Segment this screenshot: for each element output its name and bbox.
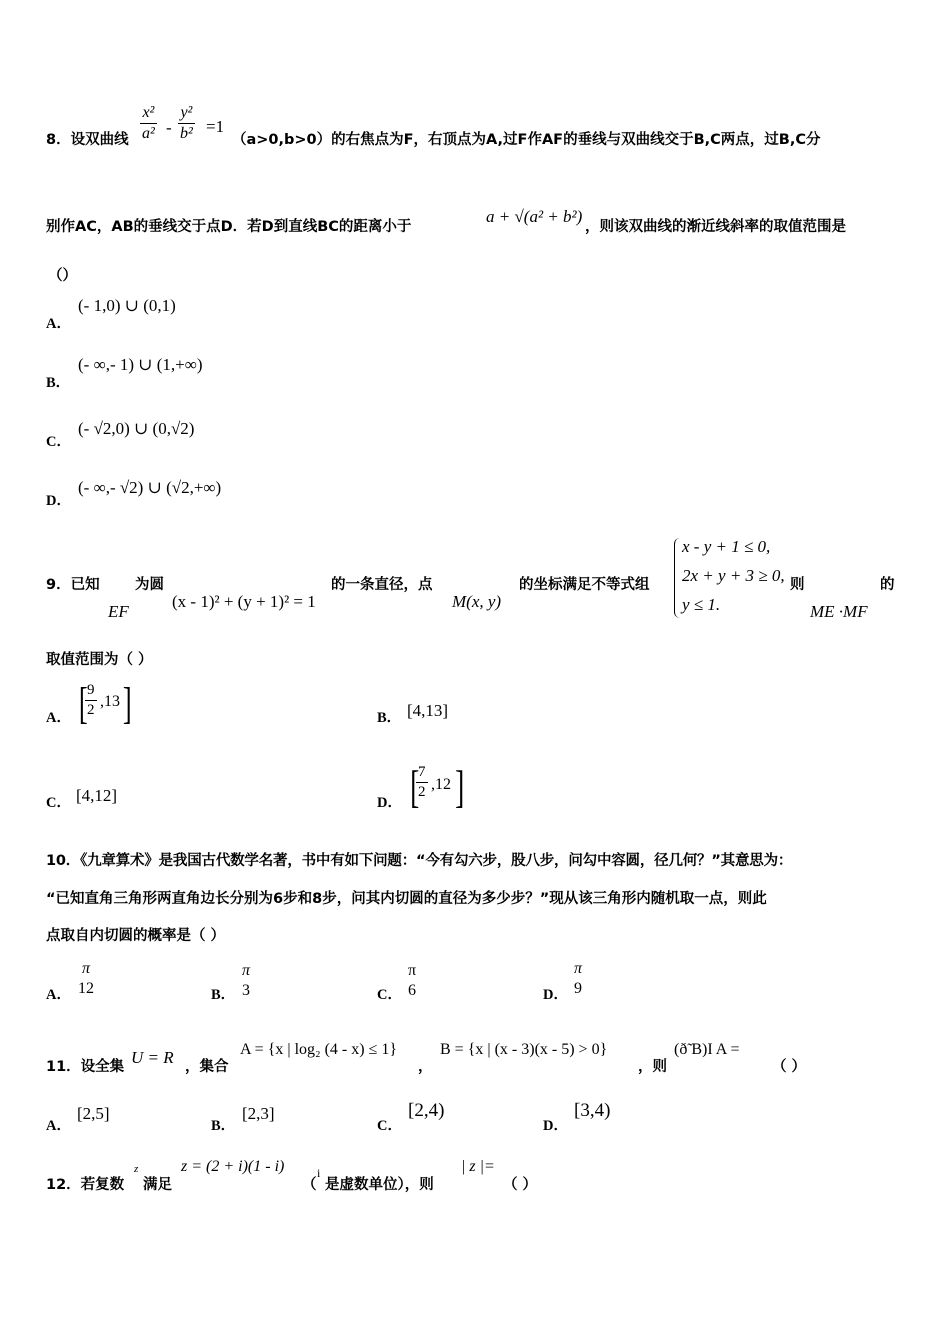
- q11-universal-set: U = R: [131, 1048, 174, 1067]
- q8-number: 8．设双曲线: [46, 132, 129, 148]
- q8-option-a-label[interactable]: A．: [46, 316, 71, 332]
- q10-option-c-label[interactable]: C．: [377, 987, 402, 1003]
- q9-circle: (x - 1)² + (y + 1)² = 1: [172, 592, 316, 611]
- q10-option-d-label[interactable]: D．: [543, 987, 568, 1003]
- q11-option-a-value: [2,5]: [77, 1104, 110, 1123]
- q8-line2a: 别作AC，AB的垂线交于点D．若D到直线BC的距离小于: [46, 219, 412, 235]
- q8-frac-x: $\frac{\text{x²}}{\text{a²}}$: [142, 104, 155, 142]
- q9-sys-line2: 2x + y + 3 ≥ 0,: [682, 566, 785, 585]
- q8-minus: -: [166, 118, 172, 137]
- q11-option-b-value: [2,3]: [242, 1104, 275, 1123]
- q11-text2: ，集合: [185, 1059, 229, 1075]
- q8-distance: a + √(a² + b²): [486, 207, 583, 226]
- q9-option-b-value: [4,13]: [407, 701, 449, 720]
- q10-line3: 点取自内切圆的概率是（ ）: [46, 928, 226, 944]
- q8-option-d-value: (- ∞,- √2) ∪ (√2,+∞): [78, 478, 222, 497]
- q9-option-c-value: [4,12]: [76, 786, 118, 805]
- q9-point: M(x, y): [452, 592, 502, 611]
- q9-text5: 的: [880, 577, 895, 593]
- q8-option-c-label[interactable]: C．: [46, 434, 71, 450]
- q11-text3: ，则: [638, 1059, 667, 1075]
- q10-line1: 10．《九章算术》是我国古代数学名著，书中有如下问题：“今有勾六步，股八步，问勾中容圆，径几何？”其意思为：: [46, 853, 793, 869]
- q10-option-d-value: π 9: [574, 960, 583, 997]
- q10-option-a-label[interactable]: A．: [46, 987, 71, 1003]
- q8-option-b-label[interactable]: B．: [46, 375, 71, 391]
- q9-sys-line1: x - y + 1 ≤ 0,: [682, 537, 771, 556]
- q9-text1: 为圆: [135, 577, 164, 593]
- q12-abs: | z |=: [461, 1158, 495, 1175]
- q9-option-a-label[interactable]: A．: [46, 710, 71, 726]
- q9-number: 9．已知: [46, 577, 100, 593]
- q12-equation: z = (2 + i)(1 - i): [181, 1158, 285, 1175]
- q10-option-a-value: π 12: [78, 960, 94, 997]
- q12-text1: 12．若复数: [46, 1177, 125, 1193]
- q8-option-c-value: (- √2,0) ∪ (0,√2): [78, 419, 195, 438]
- q9-option-d-label[interactable]: D．: [377, 795, 402, 811]
- q9-line2: 取值范围为（ ）: [46, 652, 153, 668]
- q11-option-d-label[interactable]: D．: [543, 1118, 568, 1134]
- q12-text2: 满足: [143, 1177, 172, 1193]
- q10-option-b-label[interactable]: B．: [211, 987, 236, 1003]
- q11-option-a-label[interactable]: A．: [46, 1118, 71, 1134]
- q11-comma: ，: [418, 1059, 433, 1075]
- q9-system-brace: [674, 538, 681, 618]
- q8-option-b-value: (- ∞,- 1) ∪ (1,+∞): [78, 355, 203, 374]
- q8-eq: =1: [206, 117, 225, 136]
- q10-line2: “已知直角三角形两直角边长分别为6步和8步，问其内切圆的直径为多少步？”现从该三角形内随机取一点，则此: [46, 891, 767, 907]
- q10-option-b-value: π 3: [242, 962, 251, 999]
- q9-ef: EF: [108, 602, 129, 621]
- q8-option-d-label[interactable]: D．: [46, 493, 71, 509]
- q9-text2: 的一条直径，点: [331, 577, 433, 593]
- q8-frac-y: $\frac{\text{y²}}{\text{b²}}$: [180, 104, 193, 142]
- q9-option-c-label[interactable]: C．: [46, 795, 71, 811]
- q11-text1: 11．设全集: [46, 1059, 125, 1075]
- q12-text4: 是虚数单位），则: [325, 1177, 434, 1193]
- q11-option-d-value: [3,4): [574, 1100, 611, 1121]
- q12-text3: （: [302, 1177, 317, 1193]
- q9-sys-line3: y ≤ 1.: [682, 595, 721, 614]
- q11-set-a: A = {x | log₂ (4 - x) ≤ 1}: [240, 1041, 398, 1058]
- q8-paren: （）: [48, 268, 77, 284]
- q9-option-b-label[interactable]: B．: [377, 710, 402, 726]
- q8-option-a-value: (- 1,0) ∪ (0,1): [78, 296, 176, 315]
- q12-z: z: [134, 1163, 139, 1175]
- q11-expression: (ð̃ B)I A =: [674, 1041, 740, 1058]
- q11-paren: （ ）: [772, 1059, 807, 1075]
- q9-dot-product: ME ·MF: [810, 602, 868, 621]
- q8-condition: （a>0,b>0）的右焦点为F，右顶点为A,过F作AF的垂线与双曲线交于B,C两点，过B,C分: [232, 132, 821, 148]
- q9-text4: 则: [790, 577, 805, 593]
- q12-paren: （ ）: [503, 1177, 538, 1193]
- q11-option-c-label[interactable]: C．: [377, 1118, 402, 1134]
- q9-text3: 的坐标满足不等式组: [519, 577, 650, 593]
- q12-i: i: [317, 1166, 321, 1180]
- q11-option-c-value: [2,4): [408, 1100, 445, 1121]
- q11-option-b-label[interactable]: B．: [211, 1118, 236, 1134]
- q10-option-c-value: π 6: [408, 962, 417, 999]
- q11-set-b: B = {x | (x - 3)(x - 5) > 0}: [440, 1041, 608, 1058]
- q8-line2b: ，则该双曲线的渐近线斜率的取值范围是: [585, 219, 846, 235]
